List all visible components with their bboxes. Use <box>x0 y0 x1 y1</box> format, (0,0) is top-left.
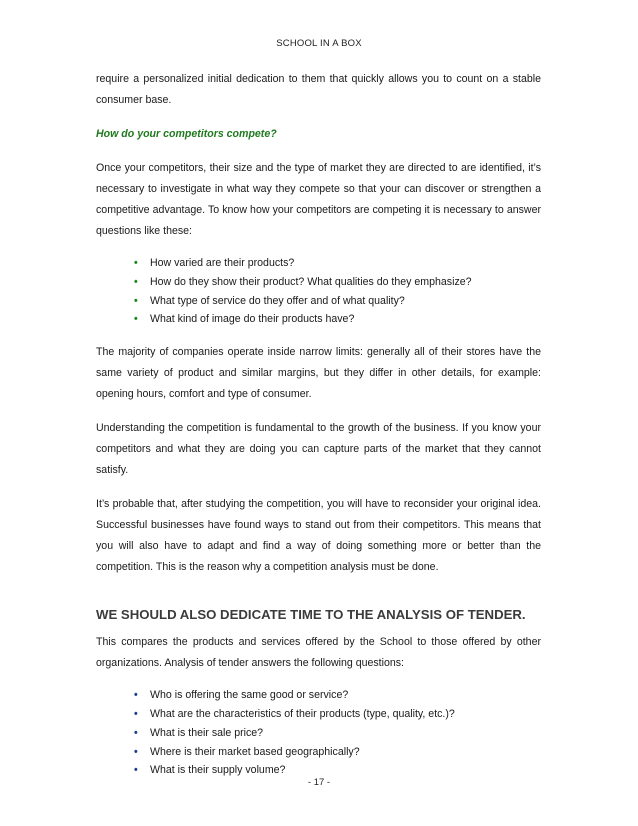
bullet-icon: • <box>134 313 138 326</box>
list-item: • What type of service do they offer and of what quality? <box>134 292 541 311</box>
bullet-icon: • <box>134 257 138 269</box>
paragraph-reconsider: It’s probable that, after studying the competition, you will have to reconsider your original idea. Successful businesses have found ways to stand out from their competitors. This means that you will also have to adapt and find a way of doing something more or better than the competition. This is the reason why a competition analysis must be done. <box>96 498 541 574</box>
bullet-icon: • <box>134 275 138 288</box>
paragraph-tender-intro: This compares the products and services offered by the School to those offered by other organizations. Analysis of tender answers the following questions: <box>96 636 541 670</box>
list-item: • Where is their market based geographically? <box>134 743 541 762</box>
list-item: • How do they show their product? What qualities do they emphasize? <box>134 273 541 292</box>
paragraph-intro-competition: Once your competitors, their size and the type of market they are directed to are identified, it’s necessary to investigate in what way they compete so that your can discover or strengthen a competitive advantage. To know how your competitors are competing it is necessary to answer questions like these: <box>96 162 541 237</box>
subheading-competitors: How do your competitors compete? <box>96 128 277 140</box>
list-item: • What is their supply volume? <box>134 761 541 780</box>
list-item: • What is their sale price? <box>134 724 541 743</box>
list-item: • How varied are their products? <box>134 254 541 273</box>
list-item: • What kind of image do their products have? <box>134 310 541 329</box>
page-number: - 17 - <box>307 777 331 788</box>
bullet-icon: • <box>134 726 138 739</box>
bullet-list-tender-questions <box>96 686 541 780</box>
page-content <box>96 69 541 780</box>
paragraph-narrow-limits: The majority of companies operate inside narrow limits: generally all of their stores have the same variety of product and similar margins, but they differ in other details, for example: opening hours, comfort and type of consumer. <box>96 346 541 401</box>
paragraph-understanding: Understanding the competition is fundamental to the growth of the business. If you know your competitors and what they are doing you can capture parts of the market that they cannot satisfy. <box>96 422 541 477</box>
list-item: • What are the characteristics of their products (type, quality, etc.)? <box>134 705 541 724</box>
bullet-list-competitor-questions <box>96 254 541 329</box>
paragraph-continuation: require a personalized initial dedication to them that quickly allows you to count on a stable consumer base. <box>96 73 541 106</box>
running-header: SCHOOL IN A BOX <box>276 38 362 49</box>
list-item: • Who is offering the same good or service? <box>134 686 541 705</box>
bullet-icon: • <box>134 745 138 758</box>
section-title-tender: WE SHOULD ALSO DEDICATE TIME TO THE ANALYSIS OF TENDER. <box>96 607 526 623</box>
bullet-icon: • <box>134 764 138 777</box>
bullet-icon: • <box>134 689 138 702</box>
bullet-icon: • <box>134 294 138 307</box>
bullet-icon: • <box>134 707 138 720</box>
